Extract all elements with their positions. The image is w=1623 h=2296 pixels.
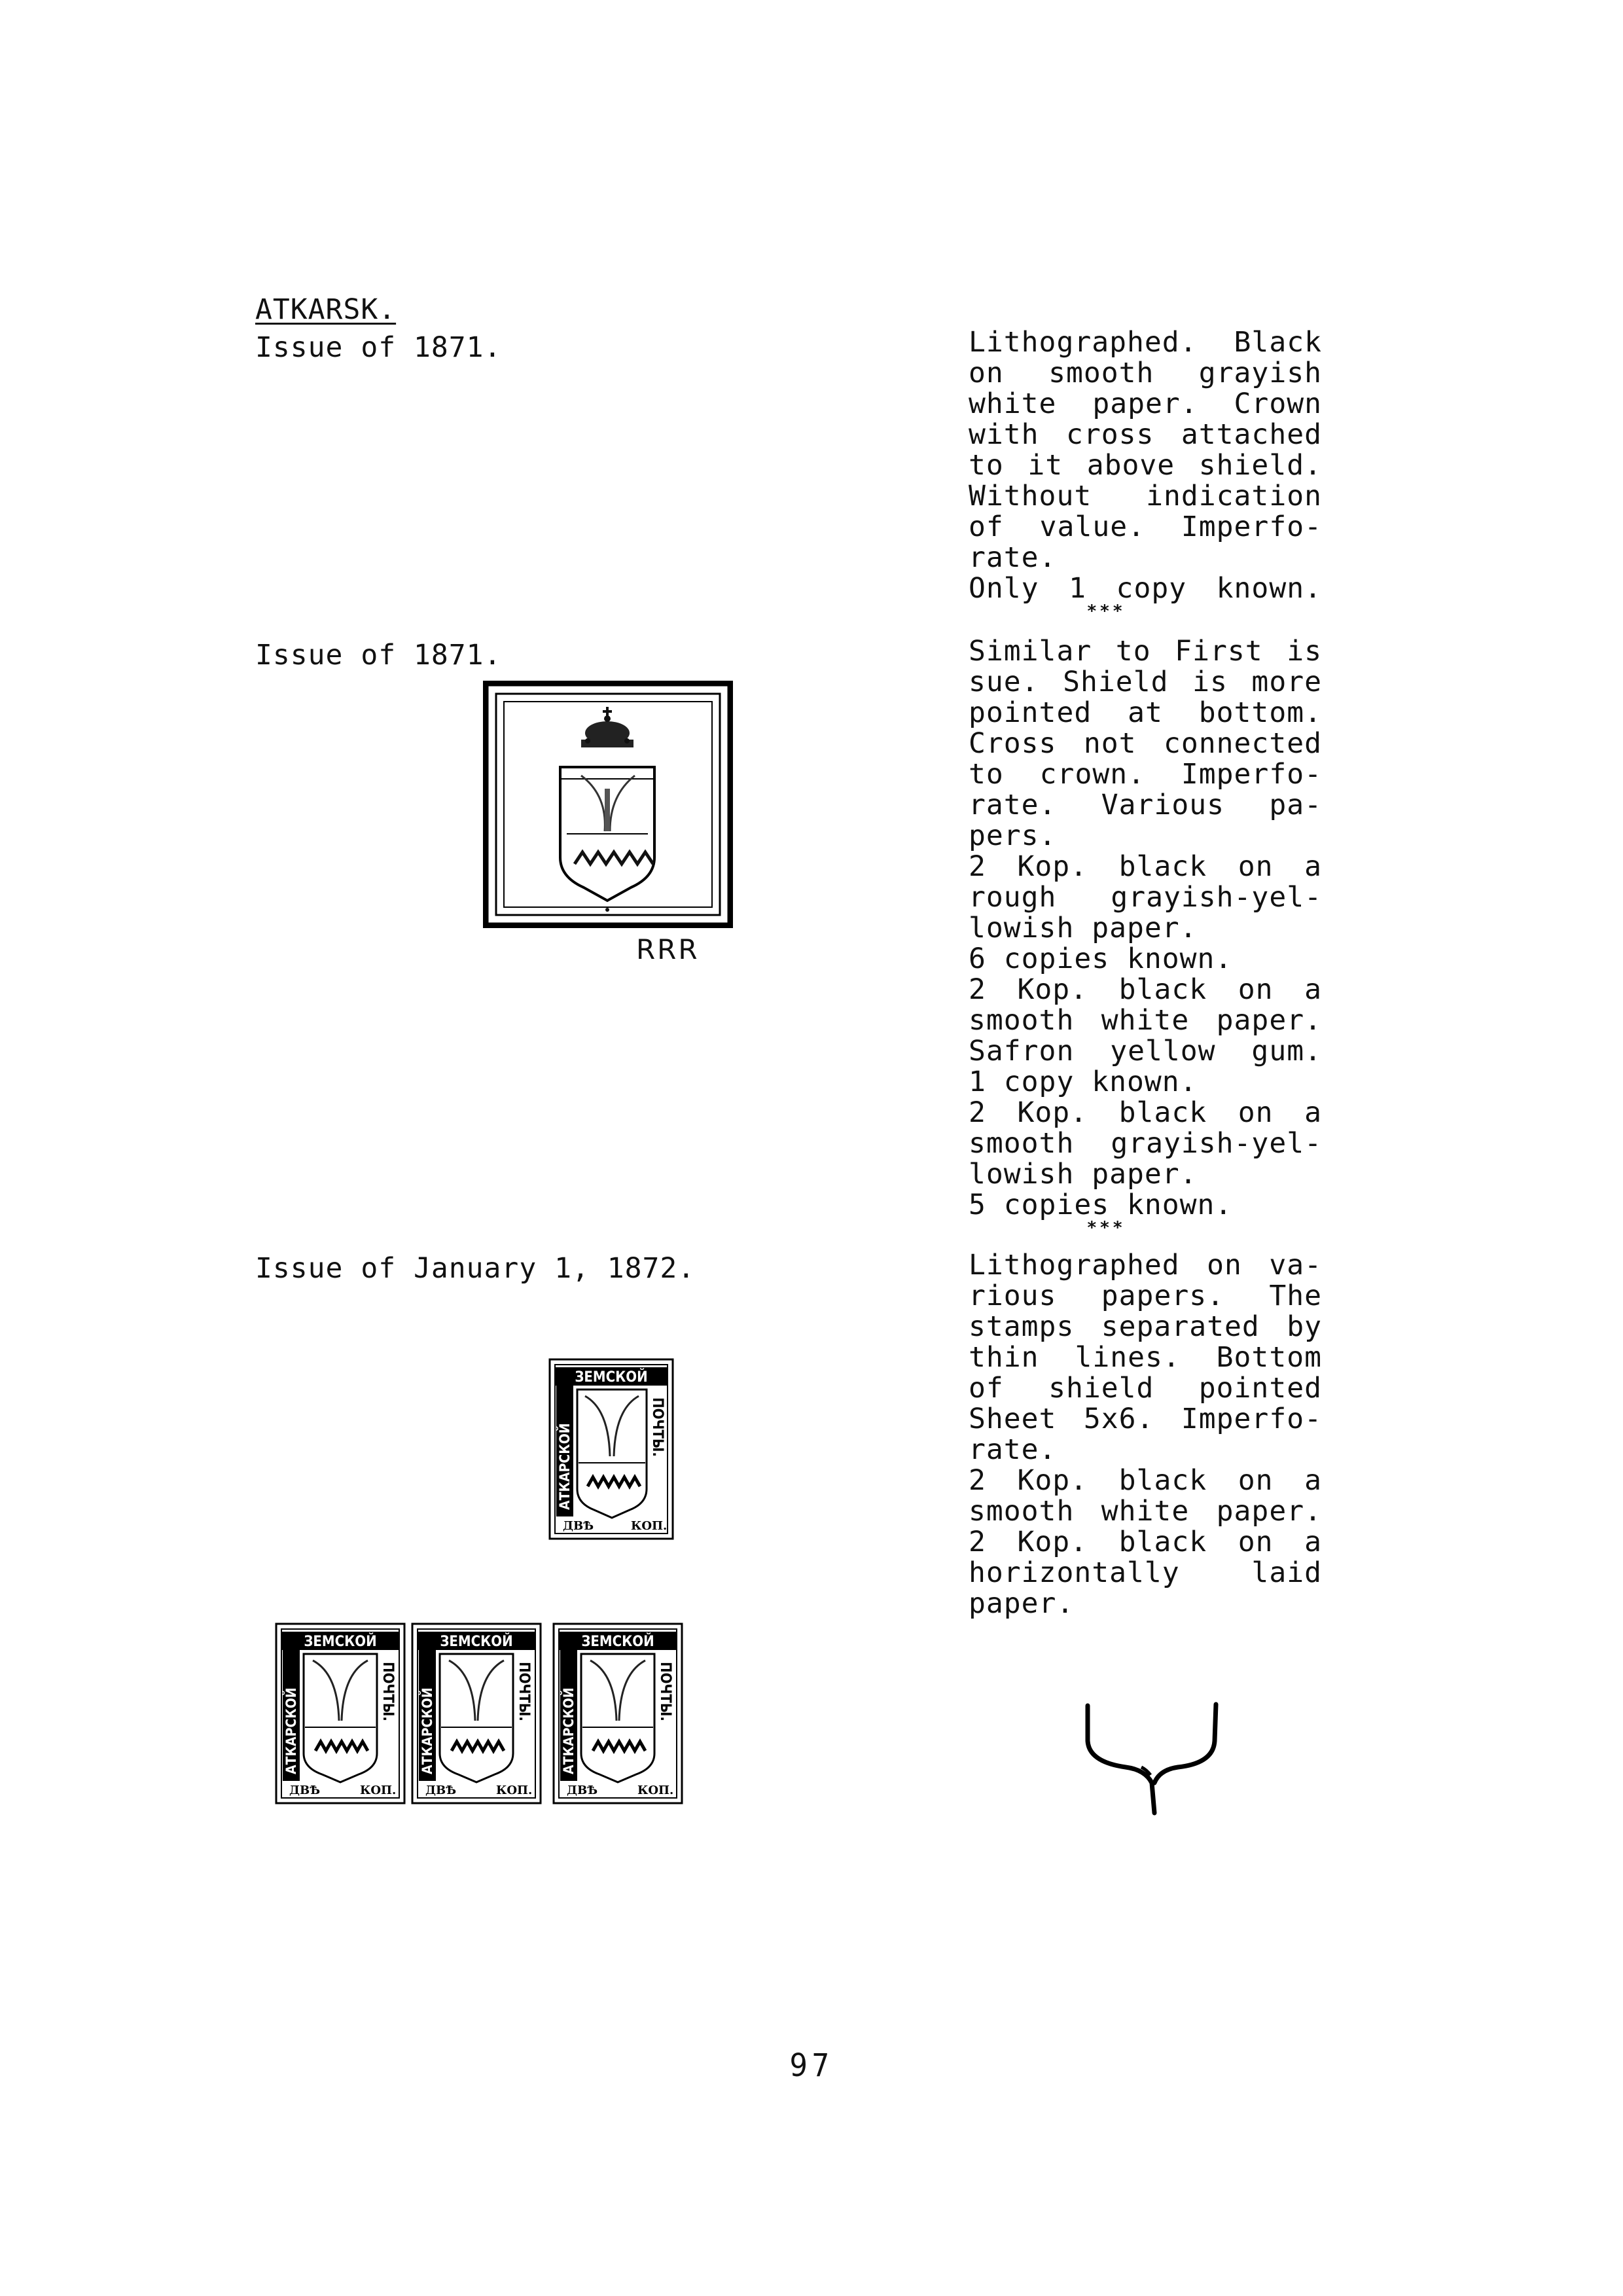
description-issue-3: [969, 1250, 1322, 1619]
svg-text:КОП.: КОП.: [496, 1784, 533, 1797]
description-line: 2 Kop. black on a: [969, 1464, 1322, 1497]
description-line: lowish paper.: [969, 912, 1198, 944]
svg-text:ЗЕМСКОЙ: ЗЕМСКОЙ: [440, 1634, 513, 1650]
stamp-bottom-left: ДВѢ: [563, 1519, 594, 1533]
description-issue-1: [969, 327, 1322, 619]
stamp-single: [548, 1358, 674, 1540]
description-line: Similar to First is: [969, 635, 1322, 668]
stamp-right-text: ПОЧТЫ.: [649, 1397, 666, 1457]
description-line: on smooth grayish: [969, 357, 1322, 389]
description-line: Safron yellow gum.: [969, 1035, 1322, 1067]
rarity-label: RRR: [636, 933, 700, 965]
stamp-top-text: ЗЕМСКОЙ: [575, 1369, 648, 1386]
svg-text:КОП.: КОП.: [637, 1784, 674, 1797]
issue-heading-2: Issue of 1871.: [255, 639, 502, 672]
svg-text:АТКАРСКОЙ: АТКАРСКОЙ: [419, 1687, 435, 1774]
description-line: 6 copies known.: [969, 942, 1233, 975]
description-line: of shield pointed: [969, 1372, 1322, 1405]
issue-heading-1: Issue of 1871.: [255, 331, 502, 364]
description-issue-2: [969, 635, 1322, 1238]
issue-heading-3: Issue of January 1, 1872.: [255, 1252, 696, 1285]
description-line: rate. Various pa-: [969, 789, 1322, 821]
svg-text:ДВѢ: ДВѢ: [289, 1784, 321, 1797]
description-line: Lithographed. Black: [969, 326, 1322, 359]
description-line: sue. Shield is more: [969, 666, 1322, 698]
strip-stamp-1: [276, 1624, 404, 1803]
page-number: 97: [789, 2047, 834, 2084]
stamp-left-text: АТКАРСКОЙ: [557, 1423, 573, 1510]
description-line: Only 1 copy known.: [969, 572, 1322, 605]
stamp-bottom-right: КОП.: [631, 1519, 668, 1533]
svg-text:ПОЧТЫ.: ПОЧТЫ.: [380, 1662, 396, 1721]
description-line: stamps separated by: [969, 1310, 1322, 1343]
description-line: to it above shield.: [969, 449, 1322, 482]
description-line: smooth white paper.: [969, 1004, 1322, 1037]
description-line: 1 copy known.: [969, 1066, 1198, 1098]
description-line: Without indication: [969, 480, 1322, 512]
description-line: Cross not connected: [969, 727, 1322, 760]
description-line: Lithographed on va-: [969, 1249, 1322, 1282]
description-line: pers.: [969, 819, 1057, 852]
section-title: ATKARSK.: [255, 293, 397, 326]
description-line: 2 Kop. black on a: [969, 1096, 1322, 1129]
description-line: to crown. Imperfo-: [969, 758, 1322, 791]
separator-stars: ***: [1086, 601, 1126, 621]
svg-text:ПОЧТЫ.: ПОЧТЫ.: [516, 1662, 532, 1721]
separator-stars: ***: [1086, 1218, 1126, 1238]
stamp-strip: [275, 1620, 694, 1810]
description-line: 2 Kop. black on a: [969, 850, 1322, 883]
end-ornament-icon: [1073, 1702, 1230, 1820]
description-line: rate.: [969, 541, 1057, 574]
description-line: 5 copies known.: [969, 1189, 1233, 1221]
description-line: paper.: [969, 1587, 1075, 1620]
strip-stamp-3: [554, 1624, 682, 1803]
description-line: smooth grayish-yel-: [969, 1127, 1322, 1160]
description-line: horizontally laid: [969, 1556, 1322, 1589]
description-line: thin lines. Bottom: [969, 1341, 1322, 1374]
description-line: with cross attached: [969, 418, 1322, 451]
strip-stamp-2: [412, 1624, 541, 1803]
description-line: white paper. Crown: [969, 387, 1322, 420]
svg-text:КОП.: КОП.: [360, 1784, 397, 1797]
crown-icon: [581, 707, 633, 747]
svg-text:АТКАРСКОЙ: АТКАРСКОЙ: [283, 1687, 299, 1774]
description-line: 2 Kop. black on a: [969, 1526, 1322, 1558]
description-line: smooth white paper.: [969, 1495, 1322, 1528]
description-line: rate.: [969, 1433, 1057, 1466]
description-line: pointed at bottom.: [969, 696, 1322, 729]
description-line: rough grayish-yel-: [969, 881, 1322, 914]
description-line: 2 Kop. black on a: [969, 973, 1322, 1006]
svg-text:ДВѢ: ДВѢ: [425, 1784, 457, 1797]
coat-of-arms-stamp-image: [483, 681, 733, 928]
description-line: Sheet 5x6. Imperfo-: [969, 1403, 1322, 1435]
description-line: lowish paper.: [969, 1158, 1198, 1191]
description-line: rious papers. The: [969, 1280, 1322, 1312]
svg-text:ЗЕМСКОЙ: ЗЕМСКОЙ: [304, 1634, 377, 1650]
svg-text:ДВѢ: ДВѢ: [567, 1784, 598, 1797]
svg-text:АТКАРСКОЙ: АТКАРСКОЙ: [561, 1687, 577, 1774]
svg-text:ЗЕМСКОЙ: ЗЕМСКОЙ: [581, 1634, 654, 1650]
shield-icon: [560, 767, 654, 901]
description-line: of value. Imperfo-: [969, 511, 1322, 543]
svg-text:ПОЧТЫ.: ПОЧТЫ.: [657, 1662, 673, 1721]
